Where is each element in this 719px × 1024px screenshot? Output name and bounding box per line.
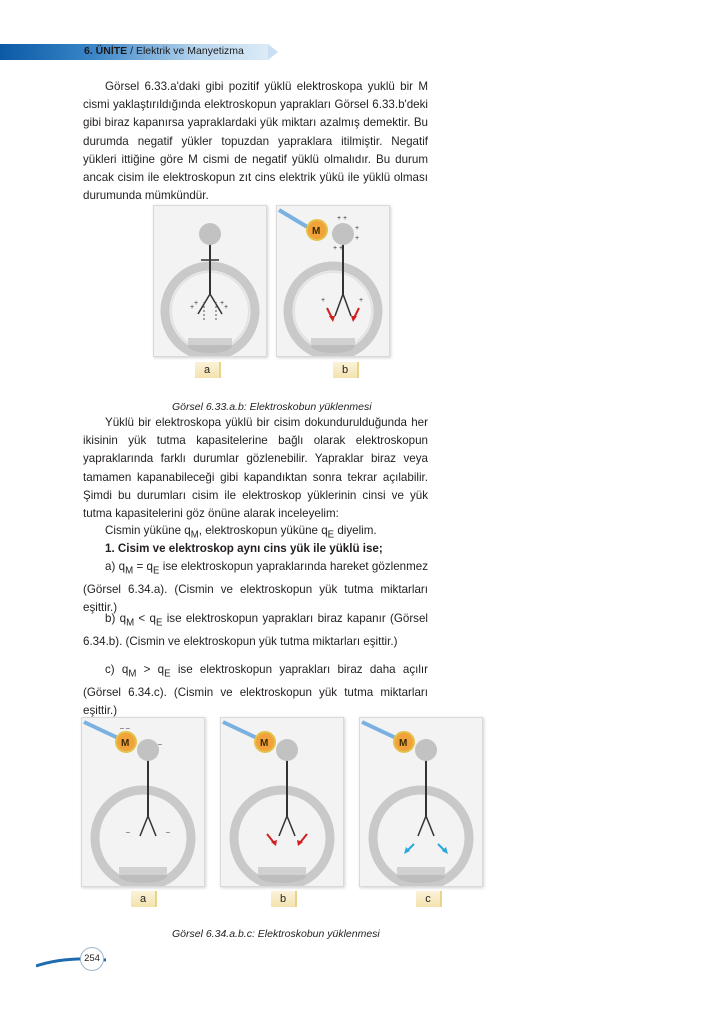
item-b-sub-m: M bbox=[126, 617, 135, 629]
item-c-sub-e: E bbox=[164, 668, 171, 680]
figure-6-34-b-label: b bbox=[271, 891, 297, 907]
item-c-p2: > q bbox=[136, 663, 165, 676]
def-sub-m: M bbox=[190, 529, 199, 541]
svg-text:‒: ‒ bbox=[126, 829, 130, 836]
paragraph-1-text: Görsel 6.33.a'daki gibi pozitif yüklü elektroskopa yuklü bir M cismi yaklaştırıldığında elektroskopun yaprakları Görsel 6.33.b'deki gibi biraz kapanırsa yapraklardaki yük miktarı azalmış demektir. Bu durumda negatif yükler topuzdan yapraklara itilmiştir. Negatif yükleri ittiğine göre M cismi de negatif yüklü olmalıdır. Bu durum ancak cisim ile elektroskopun zıt cins elektrik yükü ile yüklü olması durumunda mümkündür. bbox=[83, 80, 428, 203]
item-a-p3: ise elektroskopun yapraklarında hareket gözlenmez (Görsel 6.34.a). (Cismin ve elektroskopun yük tutma miktarları eşittir.) bbox=[83, 560, 428, 614]
svg-text:+: + bbox=[355, 225, 360, 232]
electroscope-b-drawing bbox=[277, 206, 389, 356]
item-c bbox=[83, 661, 428, 720]
item-b-sub-e: E bbox=[155, 617, 163, 629]
electroscope-34b-drawing bbox=[221, 718, 343, 886]
item-a-sub-m: M bbox=[125, 565, 134, 577]
section-heading-text: 1. Cisim ve elektroskop aynı cins yük ile yüklü ise; bbox=[105, 542, 383, 555]
svg-text:+ +: + + bbox=[337, 215, 348, 222]
svg-text:+: + bbox=[224, 304, 229, 311]
ball-label-m-34c: M bbox=[399, 738, 408, 749]
item-c-p1: c) q bbox=[105, 663, 129, 676]
item-b bbox=[83, 610, 428, 651]
section-heading bbox=[83, 540, 428, 558]
figure-6-34-caption: Görsel 6.34.a.b.c: Elektroskobun yüklenmesi bbox=[172, 928, 380, 940]
electroscope-34c-drawing bbox=[360, 718, 482, 886]
svg-text:+: + bbox=[359, 297, 364, 304]
def-text-1: Cismin yüküne q bbox=[105, 524, 191, 537]
def-sub-e: E bbox=[327, 529, 335, 541]
page-number: 254 bbox=[80, 947, 104, 971]
electroscope-a-drawing bbox=[154, 206, 266, 356]
svg-text:+ +: + + bbox=[333, 245, 344, 252]
figure-6-33-caption: Görsel 6.33.a.b: Elektroskobun yüklenmesi bbox=[172, 401, 372, 413]
figure-6-34-a-panel bbox=[81, 717, 205, 887]
figure-6-34-c-panel bbox=[359, 717, 483, 887]
item-c-p3: ise elektroskopun yaprakları biraz daha açılır (Görsel 6.34.c). (Cismin ve elektroskopun yük tutma miktarları eşittir.) bbox=[83, 663, 429, 717]
def-text-2: , elektroskopun yüküne q bbox=[198, 524, 328, 537]
svg-text:‒ ‒: ‒ ‒ bbox=[120, 725, 130, 732]
unit-header bbox=[0, 44, 284, 60]
figure-6-34-b-panel bbox=[220, 717, 344, 887]
figure-6-34-c-label: c bbox=[416, 891, 442, 907]
item-b-p3: ise elektroskopun yaprakları biraz kapanır (Görsel 6.34.b). (Cismin ve elektroskopun yük tutma miktarları eşittir.) bbox=[83, 612, 428, 648]
header-text bbox=[84, 45, 244, 57]
ball-label-m-34a: M bbox=[121, 738, 130, 749]
figure-6-33-a-panel bbox=[153, 205, 267, 357]
svg-text:+: + bbox=[321, 297, 326, 304]
item-a-p1: a) q bbox=[105, 560, 126, 573]
svg-text:+: + bbox=[190, 304, 195, 311]
electroscope-34a-drawing bbox=[82, 718, 204, 886]
figure-6-33-a-label: a bbox=[195, 362, 221, 378]
svg-text:+: + bbox=[220, 300, 225, 307]
figure-6-33-b-label: b bbox=[333, 362, 359, 378]
figure-6-33-b-panel bbox=[276, 205, 390, 357]
unit-title: / Elektrik ve Manyetizma bbox=[127, 45, 244, 57]
item-b-p2: < q bbox=[134, 612, 156, 625]
paragraph-1 bbox=[83, 78, 428, 205]
ball-label-m-34b: M bbox=[260, 738, 269, 749]
svg-text:‒: ‒ bbox=[158, 741, 162, 748]
item-c-sub-m: M bbox=[128, 668, 137, 680]
ball-label-m: M bbox=[312, 226, 321, 237]
paragraph-2-text: Yüklü bir elektroskopa yüklü bir cisim dokundurulduğunda her ikisinin yük tutma kapasitelerine bağlı olarak elektroskopun yapraklarında farklı durumlar gözlenebilir. Yapraklar biraz veya tamamen kapanabileceği gibi kapandıktan sonra tekrar açılabilir. Şimdi bu durumları cisim ile elektroskop yüklerinin cinsi ve yük tutma kapasitelerini göz önüne alarak inceleyelim: bbox=[83, 416, 428, 521]
header-arrow-tip bbox=[268, 44, 278, 60]
item-b-p1: b) q bbox=[105, 612, 127, 625]
paragraph-2 bbox=[83, 414, 428, 523]
svg-text:+: + bbox=[355, 235, 360, 242]
unit-number: 6. ÜNİTE bbox=[84, 45, 128, 57]
svg-text:‒: ‒ bbox=[166, 829, 170, 836]
item-a-sub-e: E bbox=[152, 565, 160, 577]
def-text-3: diyelim. bbox=[334, 524, 377, 537]
figure-6-34-a-label: a bbox=[131, 891, 157, 907]
item-a-p2: = q bbox=[133, 560, 153, 573]
item-a bbox=[83, 558, 428, 617]
svg-text:+: + bbox=[194, 300, 199, 307]
